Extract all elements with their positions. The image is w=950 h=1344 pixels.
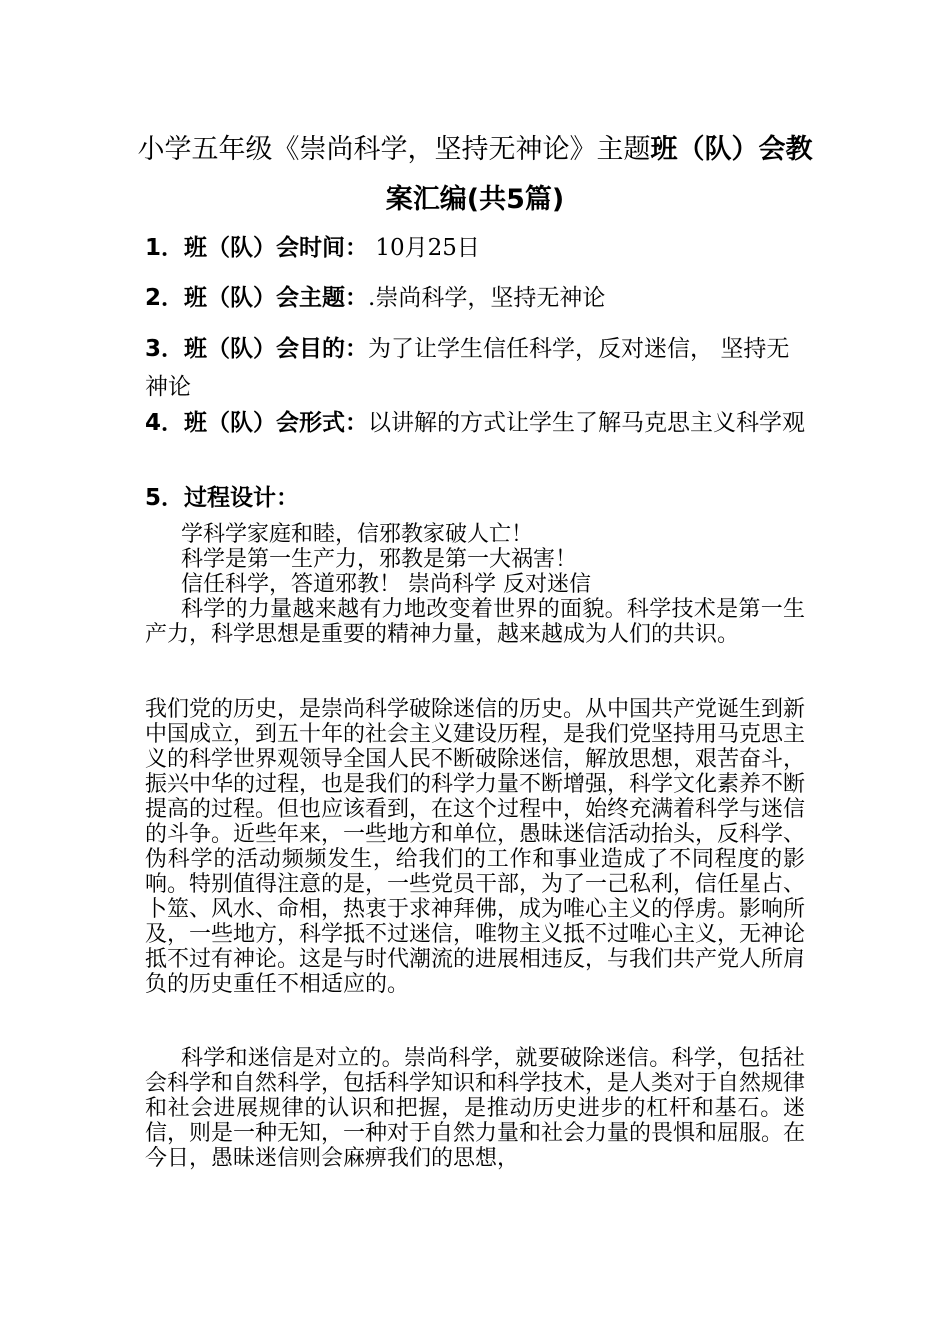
- body-paragraph: 科学和迷信是对立的。崇尚科学，就要破除迷信。科学，包括社会科学和自然科学，包括科学知识和科学技术，是人类对于自然规律和社会进展规律的认识和把握，是推动历史进步的杠杆和基石。迷信，则是一种无知，一种对于自然力量和社会力量的畏惧和屈服。在今日，愚昧迷信则会麻痹我们的思想，: [145, 1046, 806, 1171]
- item-meeting-theme: [145, 279, 810, 317]
- item-value: 为了让学生信任科学，反对迷信， 坚持无神论: [145, 336, 790, 400]
- document-title-line1: [0, 133, 950, 167]
- item-label: 2．班（队）会主题：: [145, 285, 369, 311]
- item-meeting-purpose: [145, 330, 810, 406]
- item-value: 以讲解的方式让学生了解马克思主义科学观: [368, 410, 806, 436]
- document-title-line2: 案汇编(共5篇): [385, 184, 565, 215]
- title-normal-text: 小学五年级《崇尚科学，坚持无神论》主题: [137, 134, 651, 165]
- item-label: 5．过程设计：: [145, 485, 300, 511]
- slogan-line: 科学是第一生产力，邪教是第一大祸害！: [181, 547, 578, 572]
- slogan-line: 学科学家庭和睦，信邪教家破人亡！: [181, 522, 534, 547]
- title-bold-text: 班（队）会教: [650, 134, 813, 165]
- item-value: 10月25日: [368, 235, 480, 261]
- slogan-line: 信任科学，答道邪教！ 崇尚科学 反对迷信: [181, 572, 591, 597]
- body-paragraph: 我们党的历史，是崇尚科学破除迷信的历史。从中国共产党诞生到新中国成立，到五十年的社会主义建设历程，是我们党坚持用马克思主义的科学世界观领导全国人民不断破除迷信，解放思想，艰苦奋斗，振兴中华的过程，也是我们的科学力量不断增强，科学文化素养不断提高的过程。但也应该看到，在这个过程中，始终充满着科学与迷信的斗争。近些年来，一些地方和单位，愚昧迷信活动抬头，反科学、伪科学的活动频频发生，给我们的工作和事业造成了不同程度的影响。特别值得注意的是，一些党员干部，为了一己私利，信任星占、卜筮、风水、命相，热衷于求神拜佛，成为唯心主义的俘虏。影响所及，一些地方，科学抵不过迷信，唯物主义抵不过唯心主义，无神论抵不过有神论。这是与时代潮流的进展相违反，与我们共产党人所肩负的历史重任不相适应的。: [145, 697, 806, 997]
- item-label: 3．班（队）会目的：: [145, 336, 369, 362]
- item-label: 1．班（队）会时间：: [145, 235, 369, 261]
- item-process-design: [145, 479, 810, 517]
- item-label: 4．班（队）会形式：: [145, 410, 369, 436]
- item-value: .崇尚科学，坚持无神论: [368, 285, 606, 311]
- body-paragraph: 科学的力量越来越有力地改变着世界的面貌。科学技术是第一生产力，科学思想是重要的精神力量，越来越成为人们的共识。: [145, 597, 805, 647]
- item-meeting-format: [145, 404, 810, 442]
- item-meeting-time: [145, 229, 810, 267]
